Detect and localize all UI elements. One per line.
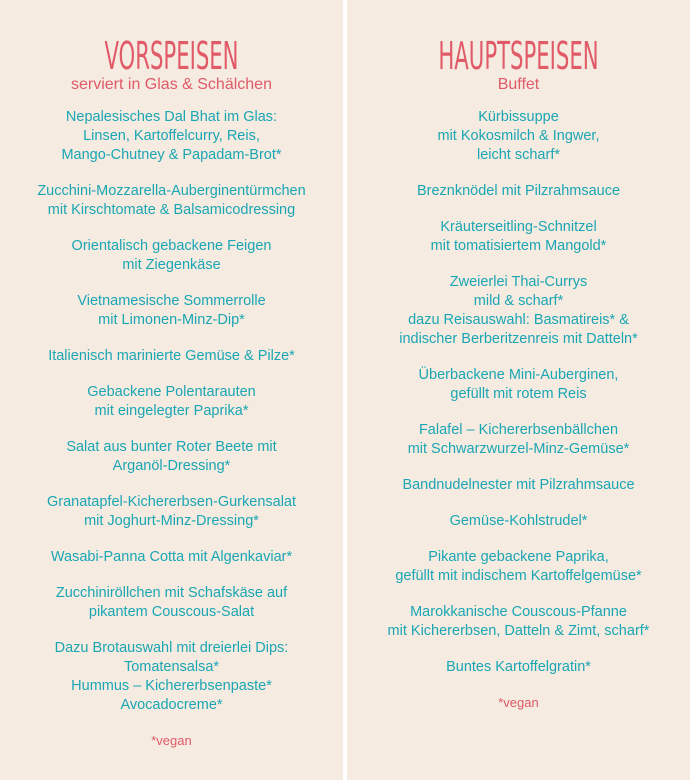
menu-item: Überbackene Mini-Auberginen, gefüllt mit rotem Reis (418, 367, 619, 402)
menu-item: Bandnudelnester mit Pilzrahmsauce (402, 477, 635, 493)
menu-item: Wasabi-Panna Cotta mit Algenkaviar* (50, 549, 293, 565)
menu-item: Kürbissuppe mit Kokosmilch & Ingwer, leicht scharf* (437, 109, 600, 163)
menu-item: Granatapfel-Kichererbsen-Gurkensalat mit Joghurt-Minz-Dressing* (46, 494, 297, 529)
menu-item: Orientalisch gebackene Feigen mit Ziegenkäse (71, 238, 272, 273)
mains-list (347, 108, 690, 677)
vegan-note: *vegan (498, 695, 539, 710)
starters-column (0, 0, 343, 780)
starters-list (0, 108, 343, 715)
menu-item: Marokkanische Couscous-Pfanne mit Kichererbsen, Datteln & Zimt, scharf* (387, 604, 650, 639)
menu-item: Nepalesisches Dal Bhat im Glas: Linsen, Kartoffelcurry, Reis, Mango-Chutney & Papadam-Brot* (61, 109, 282, 163)
menu-item: Buntes Kartoffelgratin* (446, 659, 591, 675)
mains-column (347, 0, 690, 780)
menu-item: Salat aus bunter Roter Beete mit Arganöl-Dressing* (66, 439, 277, 474)
menu-item: Kräuterseitling-Schnitzel mit tomatisiertem Mangold* (430, 219, 607, 254)
mains-title: HAUPTSPEISEN (438, 34, 599, 78)
mains-subtitle: Buffet (497, 76, 540, 93)
menu-item: Breznknödel mit Pilzrahmsauce (416, 183, 621, 199)
menu-item: Zucchini-Mozzarella-Auberginentürmchen mit Kirschtomate & Balsamicodressing (37, 183, 306, 218)
menu-item: Dazu Brotauswahl mit dreierlei Dips: Tomatensalsa* Hummus – Kichererbsenpaste* Avocadocreme* (54, 640, 289, 713)
starters-subtitle: serviert in Glas & Schälchen (71, 76, 272, 93)
menu-item: Zweierlei Thai-Currys mild & scharf* dazu Reisauswahl: Basmatireis* & indischer Berberitzenreis mit Datteln* (399, 274, 638, 347)
menu-item: Zucchiniröllchen mit Schafskäse auf pikantem Couscous-Salat (55, 585, 288, 620)
vegan-note: *vegan (151, 733, 192, 748)
menu-item: Gemüse-Kohlstrudel* (449, 513, 588, 529)
starters-title: VORSPEISEN (104, 34, 239, 78)
menu-item: Italienisch marinierte Gemüse & Pilze* (48, 348, 295, 364)
menu-item: Gebackene Polentarauten mit eingelegter Paprika* (87, 384, 256, 419)
menu-item: Pikante gebackene Paprika, gefüllt mit indischem Kartoffelgemüse* (395, 549, 642, 584)
menu-item: Falafel – Kichererbsenbällchen mit Schwarzwurzel-Minz-Gemüse* (407, 422, 630, 457)
menu-item: Vietnamesische Sommerrolle mit Limonen-Minz-Dip* (77, 293, 266, 328)
